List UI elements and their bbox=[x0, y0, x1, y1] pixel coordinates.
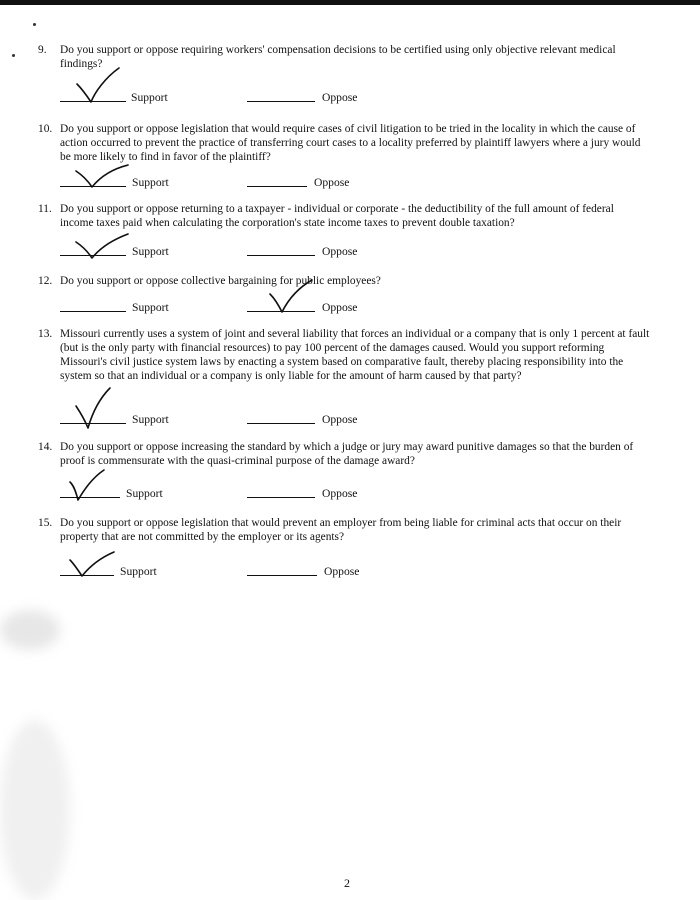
oppose-blank[interactable] bbox=[247, 186, 307, 187]
question-number: 14. bbox=[38, 441, 53, 453]
oppose-label: Oppose bbox=[314, 176, 350, 189]
support-label: Support bbox=[132, 245, 169, 258]
answer-row-14 bbox=[60, 482, 460, 502]
answer-row-9 bbox=[60, 86, 460, 106]
support-blank[interactable] bbox=[60, 311, 126, 312]
page-number: 2 bbox=[344, 876, 350, 890]
question-text: Do you support or oppose collective bargaining for public employees? bbox=[60, 275, 381, 287]
question-text: Do you support or oppose legislation that would prevent an employer from being liable for criminal acts that occur on their property that are not committed by the employer or its agents? bbox=[60, 517, 622, 543]
question-number: 9. bbox=[38, 44, 47, 56]
answer-row-11 bbox=[60, 240, 460, 260]
question-text: Do you support or oppose requiring workers' compensation decisions to be certified using only objective relevant medical findings? bbox=[60, 44, 616, 70]
support-label: Support bbox=[126, 487, 163, 500]
checkmark-icon bbox=[68, 468, 108, 504]
question-text: Do you support or oppose returning to a taxpayer - individual or corporate - the deductibility of the full amount of federal income taxes paid when calculating the corporation's state income taxes to prevent double taxation? bbox=[60, 203, 614, 229]
question-number: 11. bbox=[38, 203, 52, 215]
support-label: Support bbox=[132, 176, 169, 189]
oppose-blank[interactable] bbox=[247, 497, 315, 498]
oppose-label: Oppose bbox=[322, 245, 358, 258]
question-text: Do you support or oppose legislation that would require cases of civil litigation to be tried in the locality in which the cause of action occurred to prevent the practice of transferring court cases to a locality preferred by plaintiff lawyers where a jury would be more likely to find in favor of the plaintiff? bbox=[60, 123, 641, 163]
checkmark-icon bbox=[268, 278, 318, 318]
answer-row-10 bbox=[60, 171, 460, 191]
checkmark-icon bbox=[72, 163, 132, 193]
question-text: Do you support or oppose increasing the standard by which a judge or jury may award punitive damages so that the burden of proof is commensurate with the quasi-criminal purpose of the damage award? bbox=[60, 441, 634, 467]
oppose-label: Oppose bbox=[322, 301, 358, 314]
question-number: 12. bbox=[38, 275, 53, 287]
checkmark-icon bbox=[66, 550, 116, 582]
support-label: Support bbox=[131, 91, 168, 104]
oppose-label: Oppose bbox=[322, 487, 358, 500]
oppose-label: Oppose bbox=[324, 565, 360, 578]
oppose-label: Oppose bbox=[322, 91, 358, 104]
answer-row-15 bbox=[60, 560, 460, 580]
scan-smudge bbox=[0, 720, 70, 900]
scan-top-edge bbox=[0, 0, 700, 5]
answer-row-12 bbox=[60, 296, 460, 316]
question-number: 15. bbox=[38, 517, 53, 529]
oppose-label: Oppose bbox=[322, 413, 358, 426]
oppose-blank[interactable] bbox=[247, 255, 315, 256]
scan-speck bbox=[12, 54, 15, 57]
question-number: 13. bbox=[38, 328, 53, 340]
oppose-blank[interactable] bbox=[247, 101, 315, 102]
support-label: Support bbox=[120, 565, 157, 578]
checkmark-icon bbox=[74, 386, 114, 432]
scan-smudge bbox=[0, 610, 60, 650]
question-text: Missouri currently uses a system of joint and several liability that forces an individual or a company that is only 1 percent at fault (but is the only party with financial resources) to pay 100 percent of the damages caused. Would you support reforming Missouri's civil justice system laws by enacting a system based on comparative fault, thereby placing responsibility into the system so that an individual or a company is only liable for the amount of harm caused by that party? bbox=[60, 328, 650, 382]
oppose-blank[interactable] bbox=[247, 575, 317, 576]
answer-row-13 bbox=[60, 408, 460, 428]
checkmark-icon bbox=[75, 66, 125, 106]
support-label: Support bbox=[132, 413, 169, 426]
checkmark-icon bbox=[74, 232, 134, 262]
support-label: Support bbox=[132, 301, 169, 314]
question-number: 10. bbox=[38, 123, 53, 135]
scan-speck bbox=[33, 23, 36, 26]
oppose-blank[interactable] bbox=[247, 423, 315, 424]
